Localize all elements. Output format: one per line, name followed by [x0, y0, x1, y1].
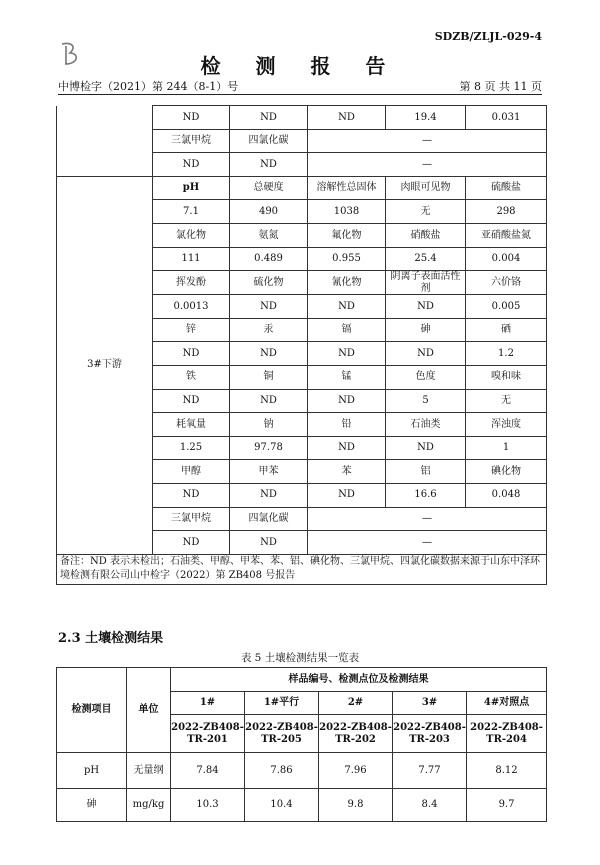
section-title: 2.3 土壤检测结果	[58, 631, 164, 646]
site-label: 3#下游	[57, 176, 153, 554]
table-cell: 1038	[308, 200, 386, 224]
water-results-table	[56, 105, 547, 585]
table-cell: ND	[386, 342, 466, 366]
table-cell: 钠	[230, 413, 308, 437]
table-cell: 四氯化碳	[230, 507, 308, 531]
table-cell: 铁	[153, 365, 230, 389]
table-cell: 硫酸盐	[466, 176, 547, 200]
table-cell: 氟化物	[308, 223, 386, 247]
table-cell: 六价铬	[466, 271, 547, 295]
result-value: 7.84	[171, 753, 245, 789]
table-cell: ND	[308, 342, 386, 366]
table-cell: ND	[153, 389, 230, 413]
result-value: 10.3	[171, 789, 245, 822]
table-cell: 1	[466, 436, 547, 460]
table-cell: 甲醇	[153, 460, 230, 484]
table-cell: 挥发酚	[153, 271, 230, 295]
table-cell: 总硬度	[230, 176, 308, 200]
table-cell: 肉眼可见物	[386, 176, 466, 200]
table-row	[57, 176, 547, 200]
result-value: 7.96	[319, 753, 393, 789]
table-cell: 碘化物	[466, 460, 547, 484]
table-cell: 0.489	[230, 247, 308, 271]
table-cell: 无	[386, 200, 466, 224]
table-cell: 砷	[386, 318, 466, 342]
table-cell: 石油类	[386, 413, 466, 437]
result-value: 7.77	[393, 753, 467, 789]
table-cell: 0.048	[466, 483, 547, 507]
point-header: 1#平行	[245, 692, 319, 715]
point-header: 1#	[171, 692, 245, 715]
table-cell: ND	[230, 153, 308, 177]
sample-code: 2022-ZB408-TR-205	[245, 715, 319, 753]
soil-results-table	[56, 667, 547, 822]
table-cell: ND	[230, 389, 308, 413]
table-cell: 0.004	[466, 247, 547, 271]
table-cell: ND	[386, 295, 466, 319]
result-value: 8.4	[393, 789, 467, 822]
page-title: 检 测 报 告	[200, 54, 400, 78]
table-cell: —	[308, 153, 547, 177]
table-cell: —	[308, 129, 547, 153]
table-cell: 铝	[386, 460, 466, 484]
table-note: 备注：ND 表示未检出；石油类、甲醇、甲苯、苯、铝、碘化物、三氯甲烷、四氯化碳数据来源于山东中泽环境检测有限公司山中检字（2022）第 ZB408 号报告	[57, 554, 547, 584]
table-cell: ND	[230, 295, 308, 319]
table-cell: ND	[230, 483, 308, 507]
blank-cell	[57, 106, 153, 177]
result-value: 8.12	[467, 753, 547, 789]
item-unit: 无量纲	[127, 753, 171, 789]
table-cell: 氰化物	[308, 271, 386, 295]
table-cell: 0.0013	[153, 295, 230, 319]
table-cell: 三氯甲烷	[153, 507, 230, 531]
group-header: 样品编号、检测点位及检测结果	[171, 668, 547, 692]
item-header: 检测项目	[57, 668, 127, 753]
table-row	[57, 106, 547, 130]
table-cell: ND	[308, 389, 386, 413]
table-cell: ND	[308, 295, 386, 319]
table-cell: 锰	[308, 365, 386, 389]
table-cell: 0.955	[308, 247, 386, 271]
table-cell: ND	[230, 106, 308, 130]
table-cell: 5	[386, 389, 466, 413]
table-cell: 硒	[466, 318, 547, 342]
table-cell: ND	[153, 342, 230, 366]
item-unit: mg/kg	[127, 789, 171, 822]
table-caption: 表 5 土壤检测结果一览表	[240, 652, 360, 664]
table-cell: 19.4	[386, 106, 466, 130]
table-cell: 苯	[308, 460, 386, 484]
item-name: pH	[57, 753, 127, 789]
table-cell: 298	[466, 200, 547, 224]
sample-code: 2022-ZB408-TR-204	[467, 715, 547, 753]
result-value: 9.8	[319, 789, 393, 822]
table-cell: 16.6	[386, 483, 466, 507]
table-cell: 亚硝酸盐氮	[466, 223, 547, 247]
table-cell: 氨氮	[230, 223, 308, 247]
table-cell: 四氯化碳	[230, 129, 308, 153]
table-cell: ND	[153, 106, 230, 130]
table-cell: 溶解性总固体	[308, 176, 386, 200]
table-cell: 硫化物	[230, 271, 308, 295]
point-header: 2#	[319, 692, 393, 715]
table-cell: ND	[230, 531, 308, 555]
sample-code: 2022-ZB408-TR-203	[393, 715, 467, 753]
table-cell: 7.1	[153, 200, 230, 224]
table-cell: 111	[153, 247, 230, 271]
table-cell: ND	[308, 436, 386, 460]
table-cell: 1.25	[153, 436, 230, 460]
table-cell: —	[308, 507, 547, 531]
document-code: SDZB/ZLJL-029-4	[434, 30, 542, 43]
table-cell: 氯化物	[153, 223, 230, 247]
table-cell: ND	[308, 483, 386, 507]
table-cell: 三氯甲烷	[153, 129, 230, 153]
table-cell: 浑浊度	[466, 413, 547, 437]
item-name: 砷	[57, 789, 127, 822]
report-number: 中博检字（2021）第 244（8-1）号	[58, 80, 239, 93]
table-cell: 硝酸盐	[386, 223, 466, 247]
table-cell: pH	[153, 176, 230, 200]
table-cell: 97.78	[230, 436, 308, 460]
header-divider	[58, 94, 542, 95]
table-cell: —	[308, 531, 547, 555]
table-cell: 嗅和味	[466, 365, 547, 389]
table-cell: 0.031	[466, 106, 547, 130]
table-cell: 25.4	[386, 247, 466, 271]
table-cell: 0.005	[466, 295, 547, 319]
page-indicator: 第 8 页 共 11 页	[459, 80, 542, 93]
table-cell: 铅	[308, 413, 386, 437]
table-cell: 锌	[153, 318, 230, 342]
table-cell: 甲苯	[230, 460, 308, 484]
table-cell: ND	[153, 153, 230, 177]
point-header: 3#	[393, 692, 467, 715]
table-cell: 耗氧量	[153, 413, 230, 437]
table-cell: ND	[153, 483, 230, 507]
table-row	[57, 789, 547, 822]
table-cell: 490	[230, 200, 308, 224]
result-value: 9.7	[467, 789, 547, 822]
table-cell: 色度	[386, 365, 466, 389]
table-cell: 镉	[308, 318, 386, 342]
point-header: 4#对照点	[467, 692, 547, 715]
result-value: 10.4	[245, 789, 319, 822]
sample-code: 2022-ZB408-TR-202	[319, 715, 393, 753]
table-cell: 阴离子表面活性剂	[386, 271, 466, 295]
table-cell: 汞	[230, 318, 308, 342]
table-cell: ND	[308, 106, 386, 130]
table-row	[57, 753, 547, 789]
result-value: 7.86	[245, 753, 319, 789]
sample-code: 2022-ZB408-TR-201	[171, 715, 245, 753]
table-cell: ND	[386, 436, 466, 460]
table-cell: ND	[230, 342, 308, 366]
unit-header: 单位	[127, 668, 171, 753]
table-cell: 铜	[230, 365, 308, 389]
table-cell: 1.2	[466, 342, 547, 366]
table-cell: 无	[466, 389, 547, 413]
table-cell: ND	[153, 531, 230, 555]
